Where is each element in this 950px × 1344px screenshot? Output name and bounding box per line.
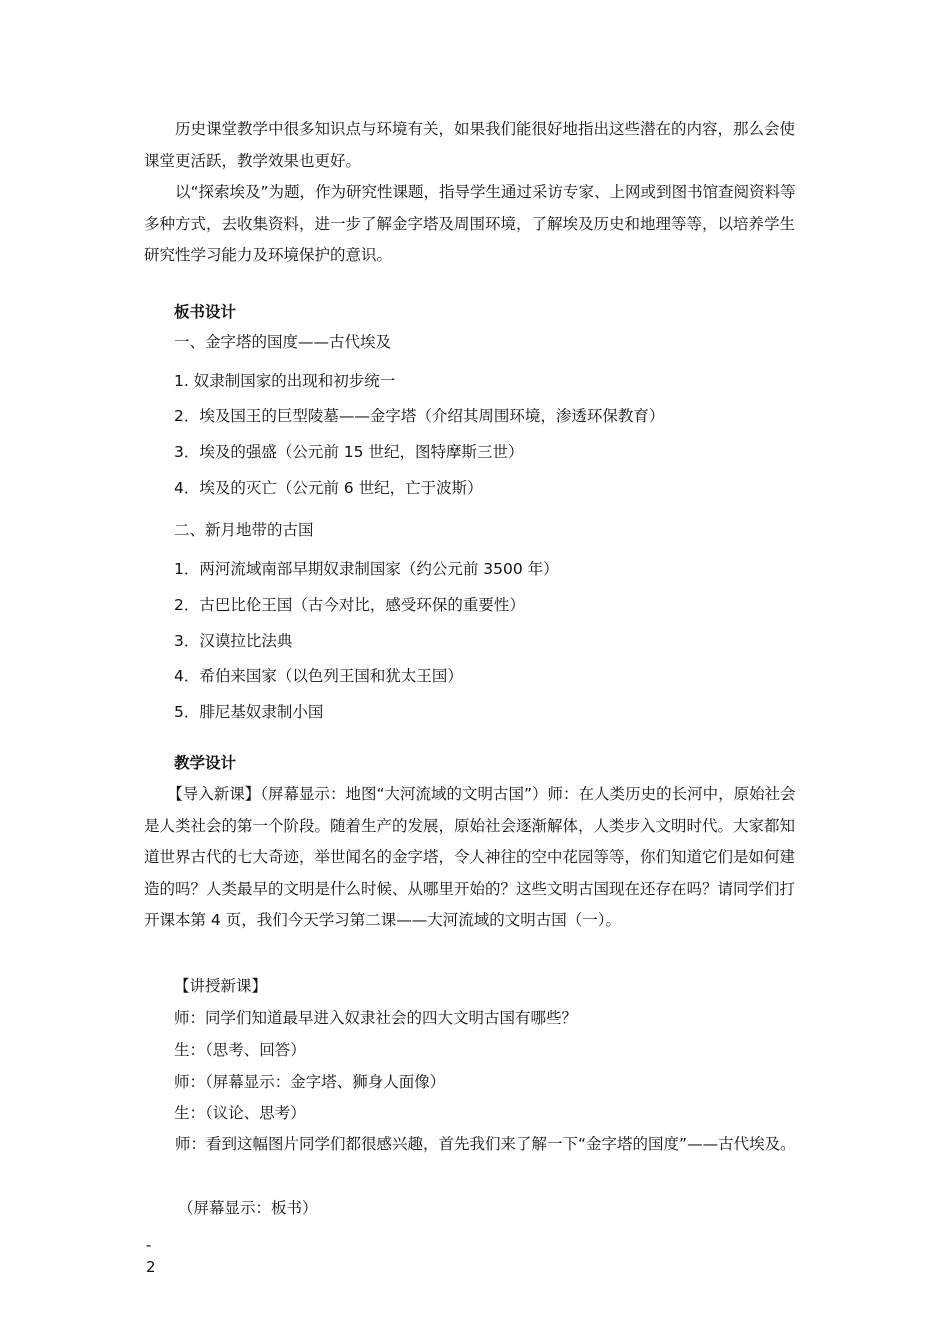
- teaching-line: 【讲授新课】: [174, 977, 268, 995]
- board-section2-item: 4．希伯来国家（以色列王国和犹太王国）: [174, 667, 463, 685]
- lesson-intro-paragraph: 【导入新课】（屏幕显示：地图“大河流域的文明古国”）师：在人类历史的长河中，原始社会是人类社会的第一个阶段。随着生产的发展，原始社会逐渐解体，人类步入文明时代。大家都知道世界古代的七大奇迹，举世闻名的金字塔，令人神往的空中花园等等，你们知道它们是如何建造的吗？人类最早的文明是什么时候、从哪里开始的？这些文明古国现在还存在吗？请同学们打开课本第 4 页，我们今天学习第二课——大河流域的文明古国（一）。: [144, 785, 796, 929]
- board-section1-title: 一、金字塔的国度——古代埃及: [174, 333, 392, 351]
- footer-dash: -: [146, 1236, 152, 1254]
- board-section2-item: 1．两河流域南部早期奴隶制国家（约公元前 3500 年）: [174, 560, 559, 578]
- teaching-line: 师：同学们知道最早进入奴隶社会的四大文明古国有哪些？: [174, 1009, 578, 1027]
- teaching-closing-paragraph: 师：看到这幅图片同学们都很感兴趣，首先我们来了解一下“金字塔的国度”——古代埃及。: [144, 1135, 796, 1153]
- intro-paragraph-1: 历史课堂教学中很多知识点与环境有关，如果我们能很好地指出这些潜在的内容，那么会使课堂更活跃，教学效果也更好。: [144, 120, 796, 170]
- board-section2-item: 3．汉谟拉比法典: [174, 632, 293, 650]
- board-section1-item: 4．埃及的灭亡（公元前 6 世纪，亡于波斯）: [174, 479, 483, 497]
- board-section2-title: 二、新月地带的古国: [174, 521, 314, 539]
- teaching-design-heading: 教学设计: [174, 754, 237, 772]
- teaching-line: 生：（思考、回答）: [174, 1041, 306, 1059]
- board-section1-item: 3．埃及的强盛（公元前 15 世纪，图特摩斯三世）: [174, 443, 524, 461]
- board-section1-item: 2．埃及国王的巨型陵墓——金字塔（介绍其周围环境，渗透环保教育）: [174, 407, 665, 425]
- board-section2-item: 2．古巴比伦王国（古今对比，感受环保的重要性）: [174, 596, 525, 614]
- board-section2-item: 5．腓尼基奴隶制小国: [174, 703, 324, 721]
- teaching-line: 师：（屏幕显示：金字塔、狮身人面像）: [174, 1073, 446, 1091]
- board-design-heading: 板书设计: [174, 303, 237, 321]
- teaching-line: 生：（议论、思考）: [174, 1104, 306, 1122]
- page-number: 2: [146, 1258, 156, 1276]
- board-section1-item: 1. 奴隶制国家的出现和初步统一: [174, 372, 396, 390]
- screen-display-note: （屏幕显示：板书）: [178, 1199, 318, 1217]
- intro-paragraph-2: 以“探索埃及”为题，作为研究性课题，指导学生通过采访专家、上网或到图书馆查阅资料等多种方式，去收集资料，进一步了解金字塔及周围环境，了解埃及历史和地理等等，以培养学生研究性学习能力及环境保护的意识。: [144, 183, 796, 264]
